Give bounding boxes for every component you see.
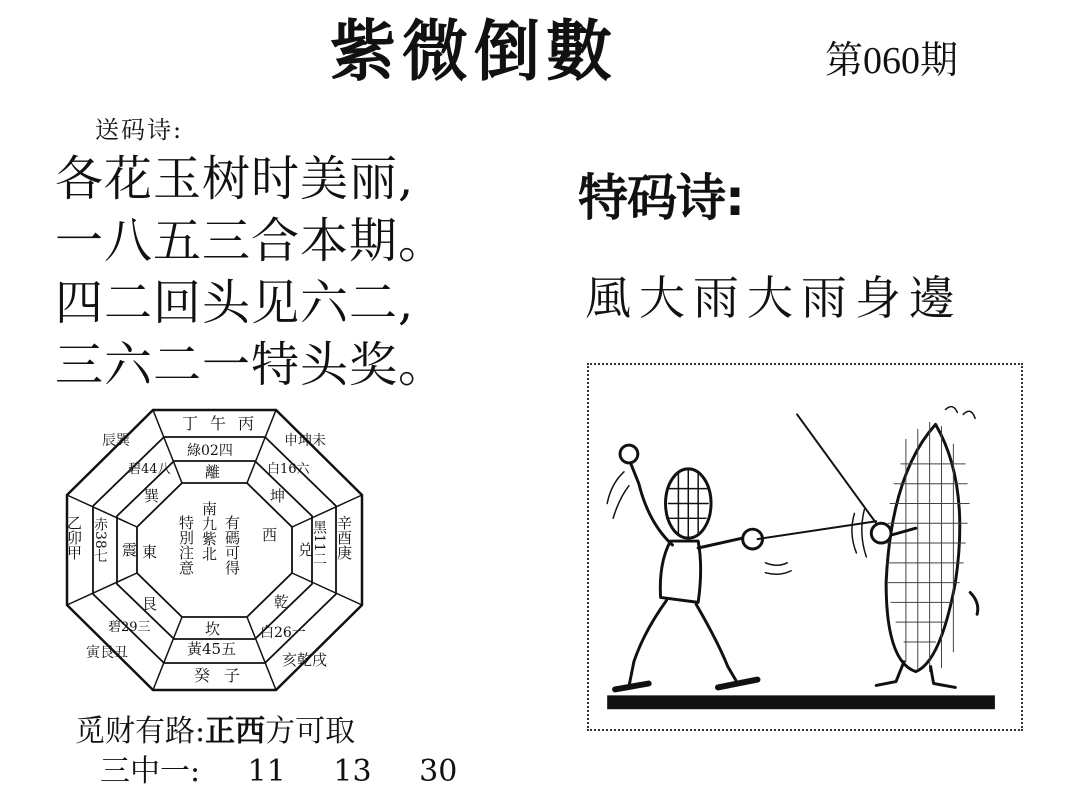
- center-text: 南九紫北: [200, 501, 218, 561]
- outer-cell: 丁午丙: [182, 414, 267, 433]
- center-text: 有碼可得: [223, 515, 241, 575]
- hint-suffix: 方可取: [265, 714, 356, 749]
- outer-cell: 申坤未: [284, 433, 326, 449]
- outer-cell: 亥乾戌: [282, 651, 328, 669]
- outer-cell: 癸子: [194, 666, 255, 685]
- tema-label: 特码诗:: [578, 169, 744, 227]
- inner-trigram: 乾: [274, 593, 290, 611]
- bagua-octagon: [62, 405, 367, 695]
- inner-trigram: 坎: [205, 620, 221, 638]
- pick-number: 13: [333, 754, 372, 789]
- middle-cell: 黃45五: [187, 640, 237, 658]
- outer-cell: 乙卯甲: [65, 515, 83, 560]
- outer-cell: 辰巽: [102, 433, 130, 449]
- poem-line: 三六二一特头奖。: [55, 337, 448, 393]
- inner-trigram: 艮: [142, 595, 158, 613]
- middle-cell: 赤38七: [92, 517, 108, 563]
- fencing-cartoon: [587, 363, 1023, 731]
- poem-line: 各花玉树时美丽,: [55, 151, 415, 207]
- pick-number: 30: [419, 754, 458, 789]
- pick-label: 三中一:: [100, 754, 201, 789]
- issue-number: 第060期: [825, 40, 959, 82]
- songma-label: 送码诗:: [95, 116, 184, 144]
- outer-cell: 辛酉庚: [335, 515, 353, 560]
- three-pick-one: [100, 746, 457, 790]
- direction-hint: [75, 706, 355, 750]
- fencing-illustration: [589, 365, 1021, 729]
- middle-cell: 白16六: [267, 462, 310, 477]
- inner-trigram: 坤: [270, 487, 286, 505]
- middle-cell: 綠02四: [187, 443, 233, 459]
- middle-cell: 黑11二: [311, 520, 327, 566]
- center-text: 特別注意: [177, 515, 195, 575]
- bagua-diagram: [62, 405, 367, 695]
- hint-prefix: 觅财有路:: [75, 714, 206, 749]
- page-title: 紫微倒數: [330, 12, 618, 90]
- inner-trigram: 離: [205, 463, 221, 481]
- inner-trigram: 震: [122, 541, 138, 559]
- center-text: 東: [142, 543, 158, 561]
- songma-poem: [55, 148, 447, 396]
- middle-cell: 白26一: [260, 625, 306, 641]
- inner-trigram: 兑: [298, 541, 314, 559]
- poem-line: 四二回头见六二,: [55, 275, 415, 331]
- inner-trigram: 巽: [144, 487, 160, 505]
- outer-cell: 寅艮丑: [86, 645, 128, 661]
- pick-number: 11: [247, 754, 286, 789]
- hint-direction: 正西: [205, 714, 266, 749]
- middle-cell: 碧44八: [128, 462, 171, 477]
- tema-poem: 風大雨大雨身邊: [585, 271, 963, 325]
- poem-line: 一八五三合本期。: [55, 213, 448, 269]
- middle-cell: 碧29三: [108, 620, 151, 635]
- center-text: 西: [262, 526, 278, 544]
